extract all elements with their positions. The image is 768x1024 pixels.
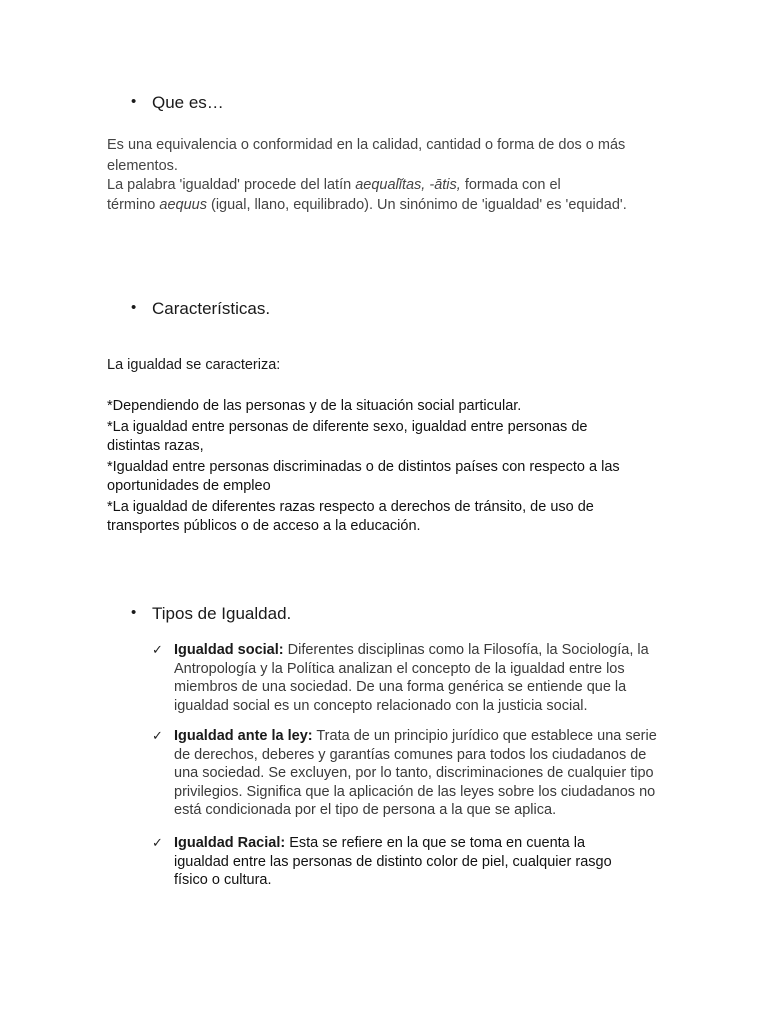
heading-que-es: • Que es… [131,93,224,112]
checkmark-icon: ✓ [152,835,163,850]
bullet-icon: • [131,93,137,110]
characteristics-intro: La igualdad se caracteriza: [107,357,281,373]
list-item: *La igualdad entre personas de diferente sexo, igualdad entre personas de distintas razas, [107,419,588,454]
checkmark-icon: ✓ [152,728,163,743]
heading-tipos: • Tipos de Igualdad. [131,604,292,623]
list-item: *La igualdad de diferentes razas respecto a derechos de tránsito, de uso de transportes públicos o de acceso a la educación. [107,499,594,534]
type-item-racial: ✓ Igualdad Racial: Esta se refiere en la que se toma en cuenta la igualdad entre las personas de distinto color de piel, cualquier rasgo físico o cultura. [152,835,612,888]
bullet-icon: • [131,299,137,316]
type-item-ley: ✓ Igualdad ante la ley: Trata de un principio jurídico que establece una serie de derechos, deberes y garantías comunes para todos los ciudadanos de una sociedad. Se excluyen, por lo tanto, discriminaciones de cualquier tipo privilegios. Significa que la aplicación de las leyes sobre los ciudadanos no está condicionada por el tipo de persona a la que se aplica. [152,728,657,818]
type-item-social: ✓ Igualdad social: Diferentes disciplinas como la Filosofía, la Sociología, la Antropología y la Política analizan el concepto de la igualdad entre los miembros de una sociedad. De una forma genérica se entiende que la igualdad social es un concepto relacionado con la justicia social. [152,642,649,714]
list-item: *Dependiendo de las personas y de la situación social particular. [107,398,522,414]
definition-paragraph: Es una equivalencia o conformidad en la calidad, cantidad o forma de dos o más elementos. La palabra 'igualdad' procede del latín aequalĭtas, -ātis, formada con el término aequus (igual, llano, equilibrado). Un sinónimo de 'igualdad' es 'equidad'. [107,137,627,213]
list-item: *Igualdad entre personas discriminadas o de distintos países con respecto a las oportunidades de empleo [107,459,620,494]
bullet-icon: • [131,604,137,621]
checkmark-icon: ✓ [152,642,163,657]
heading-caracteristicas: • Características. [131,299,271,318]
characteristics-list [107,397,637,536]
